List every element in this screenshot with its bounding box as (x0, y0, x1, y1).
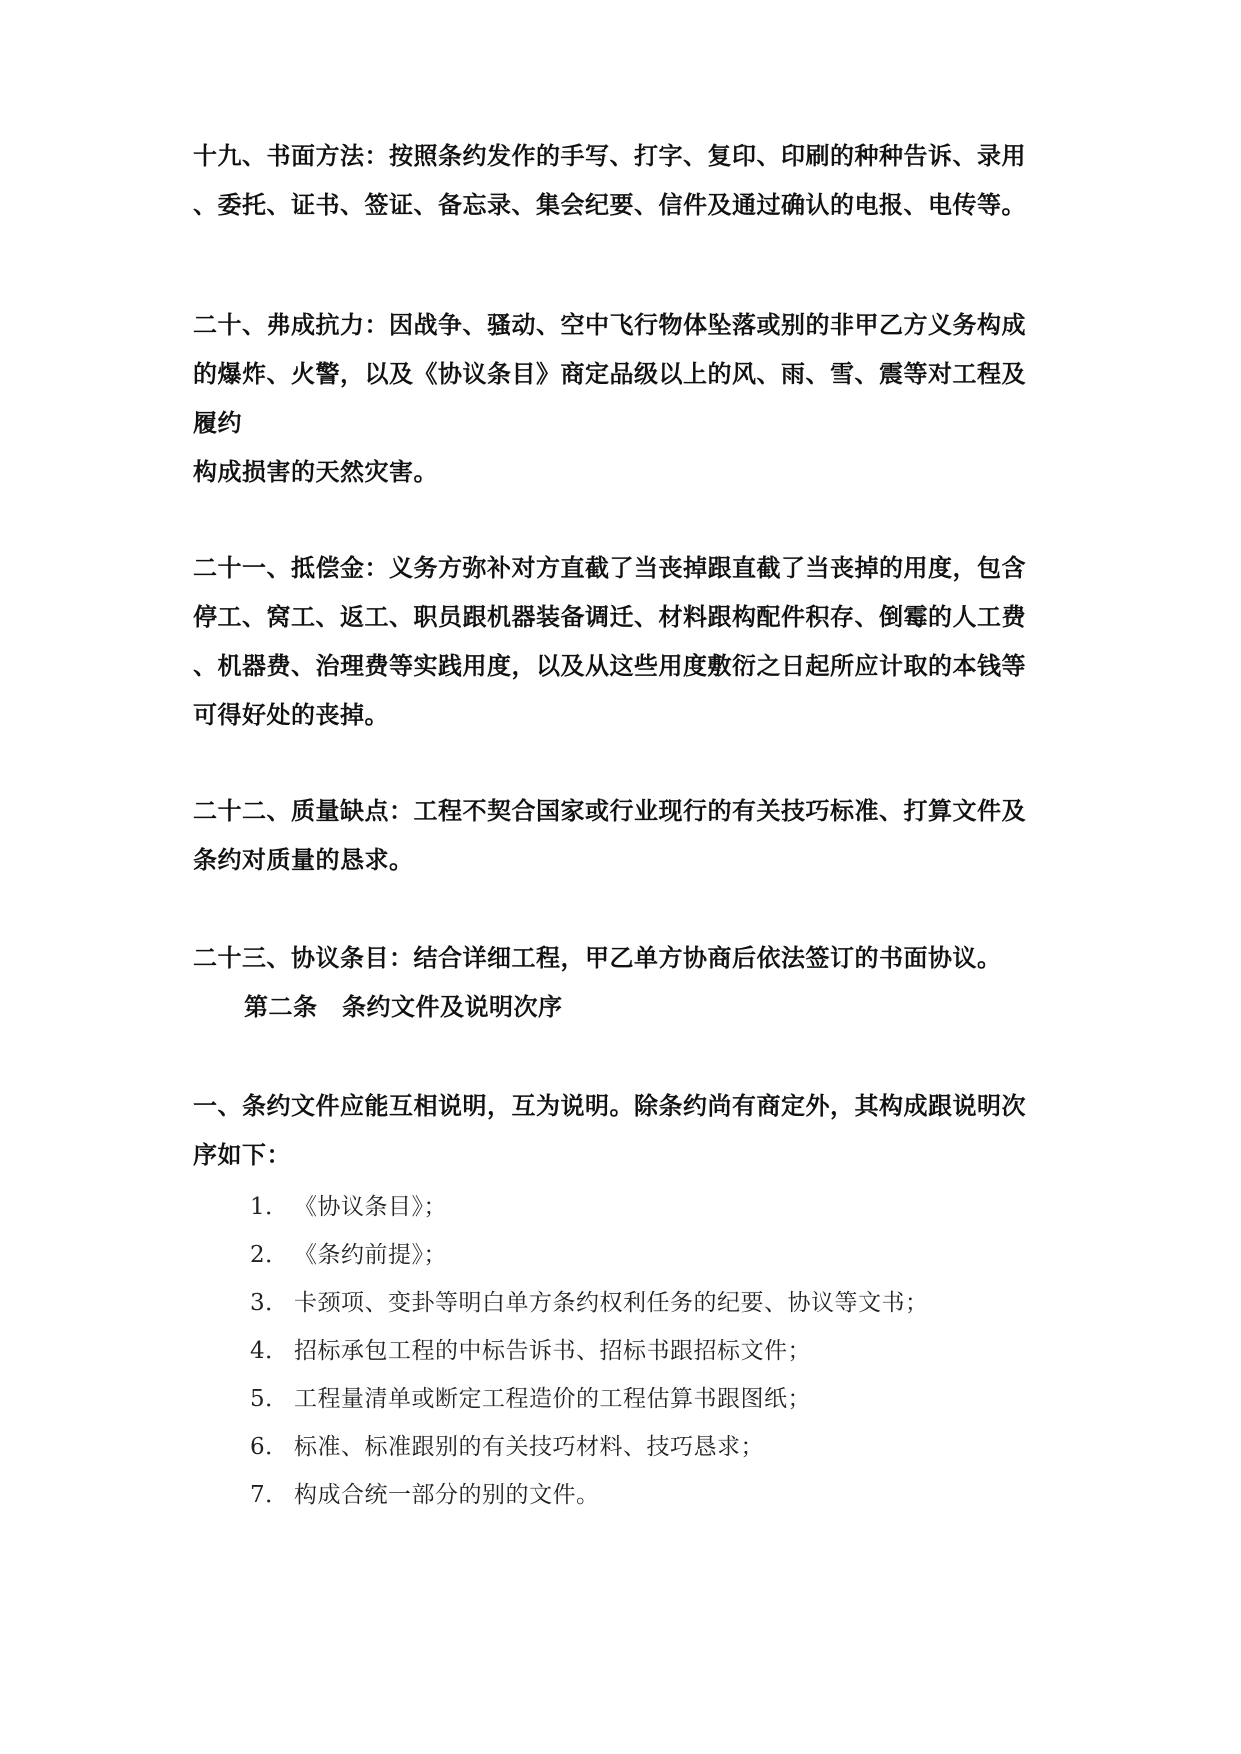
section-19 (193, 131, 1053, 229)
list-item-text: 卡颈项、变卦等明白单方条约权利任务的纪要、协议等文书； (294, 1290, 929, 1316)
list-item (250, 1231, 929, 1279)
list-item-number: 3． (250, 1290, 289, 1316)
text-line: 的爆炸、火警，以及《协议条目》商定品级以上的风、雨、雪、震等对工程及 (193, 359, 1026, 388)
text-line: 二十、弗成抗力：因战争、骚动、空中飞行物体坠落或别的非甲乙方义务构成 (193, 310, 1026, 339)
list-item (250, 1471, 929, 1519)
text-line: 十九、书面方法：按照条约发作的手写、打字、复印、印刷的种种告诉、录用 (193, 141, 1026, 170)
text-line: 、委托、证书、签证、备忘录、集会纪要、信件及通过确认的电报、电传等。 (193, 190, 1026, 219)
text-line: 履约 (193, 408, 242, 437)
text-line: 条约对质量的恳求。 (193, 845, 414, 874)
text-line: 序如下： (193, 1140, 291, 1169)
list-item-text: 标准、标准跟别的有关技巧材料、技巧恳求； (294, 1434, 764, 1460)
list-item (250, 1279, 929, 1327)
list-item-text: 工程量清单或断定工程造价的工程估算书跟图纸； (294, 1386, 811, 1412)
list-item-number: 2． (250, 1242, 289, 1268)
list-item (250, 1183, 929, 1231)
clause-one (193, 1081, 1053, 1179)
text-line: 二十三、协议条目：结合详细工程，甲乙单方协商后依法签订的书面协议。 (193, 943, 1002, 972)
list-item-number: 7． (250, 1482, 289, 1508)
section-23 (193, 933, 1053, 982)
text-line: 可得好处的丧掉。 (193, 700, 389, 729)
list-item (250, 1423, 929, 1471)
list-item-number: 6． (250, 1434, 289, 1460)
list-item (250, 1375, 929, 1423)
list-item-number: 1． (250, 1194, 289, 1220)
list-item-text: 《条约前提》； (294, 1242, 447, 1268)
section-20 (193, 300, 1053, 496)
text-line: 停工、窝工、返工、职员跟机器装备调迁、材料跟构配件积存、倒霉的人工费 (193, 602, 1026, 631)
document-order-list (250, 1183, 929, 1519)
text-line: 构成损害的天然灾害。 (193, 457, 438, 486)
list-item-text: 构成合统一部分的别的文件。 (294, 1482, 600, 1508)
list-item-number: 5． (250, 1386, 289, 1412)
text-line: 二十一、抵偿金：义务方弥补对方直截了当丧掉跟直截了当丧掉的用度，包含 (193, 553, 1026, 582)
list-item-text: 《协议条目》； (294, 1194, 447, 1220)
section-21 (193, 543, 1053, 739)
list-item-text: 招标承包工程的中标告诉书、招标书跟招标文件； (294, 1338, 811, 1364)
article-heading: 第二条 条约文件及说明次序 (244, 992, 563, 1021)
text-line: 一、条约文件应能互相说明，互为说明。除条约尚有商定外，其构成跟说明次 (193, 1091, 1026, 1120)
text-line: 、机器费、治理费等实践用度，以及从这些用度敷衍之日起所应计取的本钱等 (193, 651, 1026, 680)
text-line: 二十二、质量缺点：工程不契合国家或行业现行的有关技巧标准、打算文件及 (193, 796, 1026, 825)
list-item-number: 4． (250, 1338, 289, 1364)
list-item (250, 1327, 929, 1375)
section-22 (193, 786, 1053, 884)
